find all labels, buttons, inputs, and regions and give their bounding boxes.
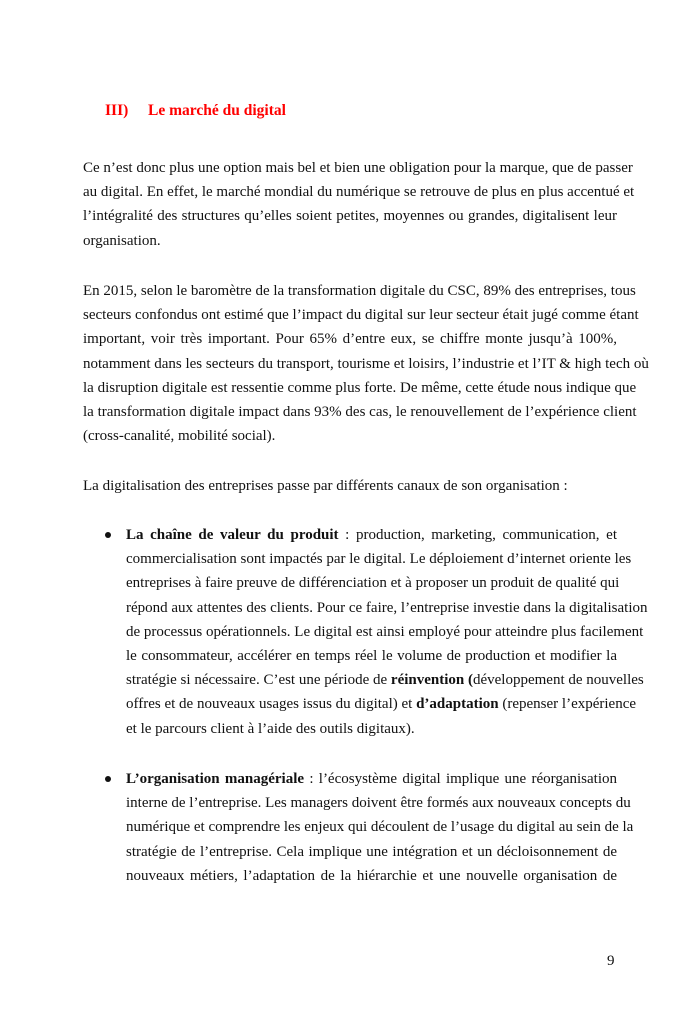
text-run: Ce n’est donc plus une option mais bel et bien une obligation pour la marque, que de passer (83, 160, 633, 176)
text-run: stratégie de l’entreprise. Cela implique une intégration et un décloisonnement de (126, 843, 617, 860)
bullet-1-line (126, 694, 637, 714)
bullet-1-line (126, 573, 620, 593)
paragraph-2-line (83, 329, 617, 349)
text-run: développement de nouvelles (472, 672, 644, 689)
section-heading (105, 101, 286, 121)
text-run: interne de l’entreprise. Les managers doivent être formés aux nouveaux concepts du (126, 795, 631, 812)
paragraph-2-line (83, 426, 617, 446)
section-title: Le marché du digital (148, 102, 286, 119)
bullet-2-line (126, 769, 617, 789)
text-run: : l’écosystème digital implique une réorganisation (304, 771, 617, 787)
paragraph-1-line (83, 206, 617, 226)
text-run: secteurs confondus ont estimé que l’impact du digital sur leur secteur était jugé comme étant (83, 307, 639, 324)
text-run: important, voir très important. Pour 65% d’entre eux, se chiffre monte jusqu’à 100%, (83, 331, 617, 348)
paragraph-2-line (83, 354, 649, 374)
text-run: entreprises à faire preuve de différenciation et à proposer un produit de qualité qui (126, 575, 620, 592)
paragraph-2-line (83, 378, 637, 398)
text-run: organisation. (83, 232, 161, 249)
paragraph-1-line (83, 231, 617, 251)
bullet-1-line (126, 525, 617, 545)
bullet-1-line (126, 646, 617, 666)
text-run: commercialisation sont impactés par le digital. Le déploiement d’internet oriente les (126, 551, 632, 568)
bullet-icon (105, 532, 111, 538)
text-run: nouveaux métiers, l’adaptation de la hiérarchie et une nouvelle organisation de (126, 867, 617, 884)
text-run: la transformation digitale impact dans 93% des cas, le renouvellement de l’expérience client (83, 404, 637, 420)
text-run: le consommateur, accélérer en temps réel le volume de production et modifier la (126, 648, 617, 664)
text-run: notamment dans les secteurs du transport, tourisme et loisirs, l’industrie et l’IT & high tech où (83, 355, 649, 372)
paragraph-3-line (83, 476, 617, 496)
text-run: : production, marketing, communication, et (338, 527, 617, 543)
text-run: En 2015, selon le baromètre de la transformation digitale du CSC, 89% des entreprises, tous (83, 283, 636, 299)
bold-text: L’organisation managériale (126, 771, 305, 787)
text-run: l’intégralité des structures qu’elles soient petites, moyennes ou grandes, digitalisent leur (83, 208, 617, 225)
bullet-icon (105, 776, 111, 782)
page-number: 9 (607, 953, 615, 969)
bullet-2-line (126, 817, 634, 837)
bold-text: La chaîne de valeur du produit (126, 527, 339, 543)
bold-text: réinvention ( (390, 672, 473, 689)
paragraph-2-line (83, 305, 639, 325)
text-run: au digital. En effet, le marché mondial du numérique se retrouve de plus en plus accentué et (83, 184, 635, 201)
paragraph-1-line (83, 182, 635, 202)
section-number: III) (105, 102, 129, 119)
bullet-2-line (126, 866, 617, 886)
bullet-1-line (126, 598, 648, 618)
bullet-1-line (126, 670, 644, 690)
bullet-1-line (126, 622, 644, 642)
bullet-1-line (126, 719, 617, 739)
bullet-2-line (126, 842, 617, 862)
text-run: la disruption digitale est ressentie comme plus forte. De même, cette étude nous indique que (83, 379, 637, 396)
text-run: La digitalisation des entreprises passe par différents canaux de son organisation : (83, 478, 568, 494)
text-run: (cross-canalité, mobilité social). (83, 428, 276, 445)
text-run: offres et de nouveaux usages issus du digital) et (126, 696, 417, 713)
bullet-2-line (126, 793, 631, 813)
bold-text: d’adaptation (416, 696, 499, 713)
text-run: (repenser l’expérience (498, 696, 637, 713)
text-run: répond aux attentes des clients. Pour ce faire, l’entreprise investie dans la digitalisation (126, 599, 648, 616)
text-run: et le parcours client à l’aide des outils digitaux). (126, 720, 415, 737)
text-run: de processus opérationnels. Le digital est ainsi employé pour atteindre plus facilement (126, 623, 644, 640)
text-run: numérique et comprendre les enjeux qui découlent de l’usage du digital au sein de la (126, 819, 634, 836)
text-run: stratégie si nécessaire. C’est une période de (126, 672, 391, 689)
paragraph-2-line (83, 281, 636, 301)
paragraph-1-line (83, 158, 633, 178)
paragraph-2-line (83, 402, 637, 422)
bullet-1-line (126, 549, 632, 569)
